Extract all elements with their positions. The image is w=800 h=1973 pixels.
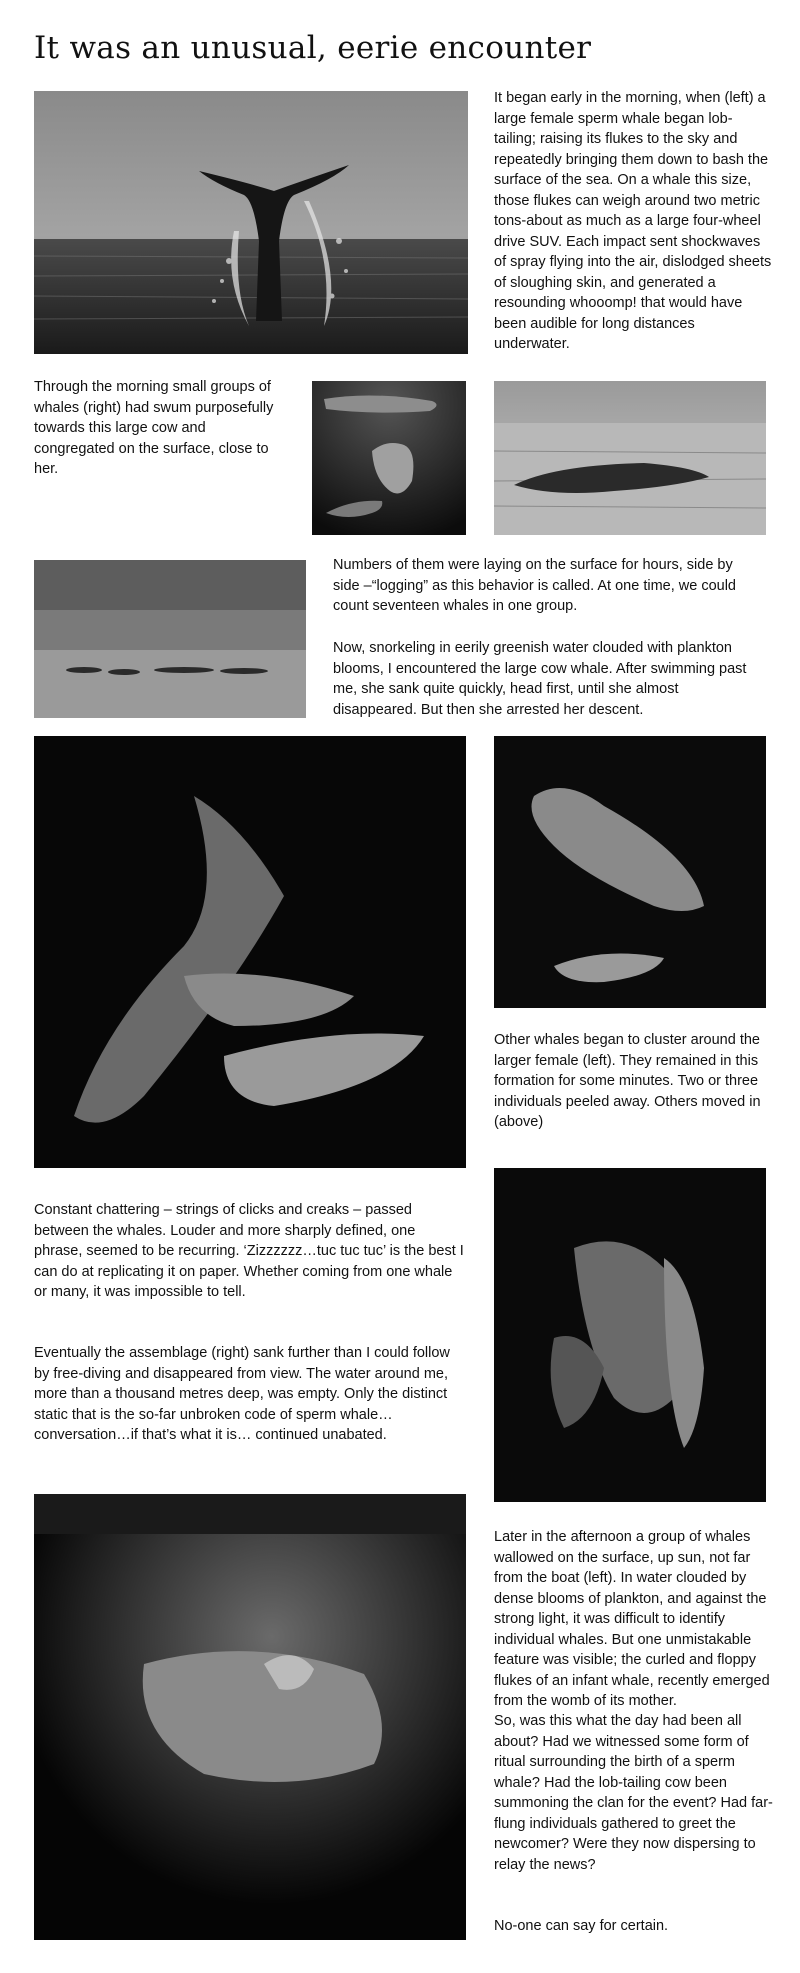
paragraph-snorkeling: Now, snorkeling in eerily greenish water clouded with plankton blooms, I encountered the large cow whale. After swimming past me, she sank quite quickly, head first, until she almost disappeared. But then she arrested her descent. [333,640,747,718]
paragraph-assemblage: Eventually the assemblage (right) sank further than I could follow by free-diving and disappeared from view. The water around me, more than a thousand metres deep, was empty. Only the distinct static that is the so-far unbroken code of sperm whale…conversation…if that’s what it is… continued unabated. [34,1345,450,1443]
cluster-large-photo [34,736,466,1168]
paragraph-cluster: Other whales began to cluster around the larger female (left). They remained in this formation for some minutes. Two or three individuals peeled away. Others moved in (above) [494,1032,761,1130]
paragraph-questions: So, was this what the day had been all about? Had we witnessed some form of ritual surrounding the birth of a sperm whale? Had the lob-tailing cow been summoning the clan for the event? Had far-flung individuals gathered to greet the newcomer? Were they now dispersing to relay the news? [494,1713,773,1873]
two-whales-photo [494,736,766,1008]
fluke-photo [34,91,468,354]
paragraph-groups-swum: Through the morning small groups of whales (right) had swum purposefully towards this large cow and congregated on the surface, close to her. [34,379,274,477]
assemblage-photo [494,1168,766,1502]
page-title: It was an unusual, eerie encounter [34,30,592,66]
paragraph-afternoon: Later in the afternoon a group of whales wallowed on the surface, up sun, not far from the boat (left). In water clouded by dense blooms of plankton, and against the strong light, it was difficult to identify individual whales. But one unmistakable feature was visible; the curled and floppy flukes of an infant whale, recently emerged from the womb of its mother. [494,1529,770,1709]
paragraph-conclusion: No-one can say for certain. [494,1918,669,1934]
paragraph-chattering: Constant chattering – strings of clicks and creaks – passed between the whales. Louder and more sharply defined, one phrase, seemed to be recurring. ‘Zizzzzzz…tuc tuc tuc’ is the best I can do at replicating it on paper. Whether coming from one whale or many, it was impossible to tell. [34,1202,464,1300]
paragraph-logging: Numbers of them were laying on the surface for hours, side by side –“logging” as this behavior is called. At one time, we could count seventeen whales in one group. [333,557,736,614]
paragraph-lobtailing: It began early in the morning, when (left) a large female sperm whale began lob-tailing; raising its flukes to the sky and repeatedly bringing them down to bash the surface of the sea. On a whale this size, those flukes can weigh around two metric tons-about as much as a large four-wheel drive SUV. Each impact sent shockwaves of spray flying into the air, dislodged sheets of sloughing skin, and generated a resounding whooomp! that would have been audible for long distances underwater. [494,90,772,352]
underwater-group-photo [312,381,466,535]
mother-calf-photo [34,1494,466,1940]
surface-whale-photo [494,381,766,535]
logging-group-photo [34,560,306,718]
